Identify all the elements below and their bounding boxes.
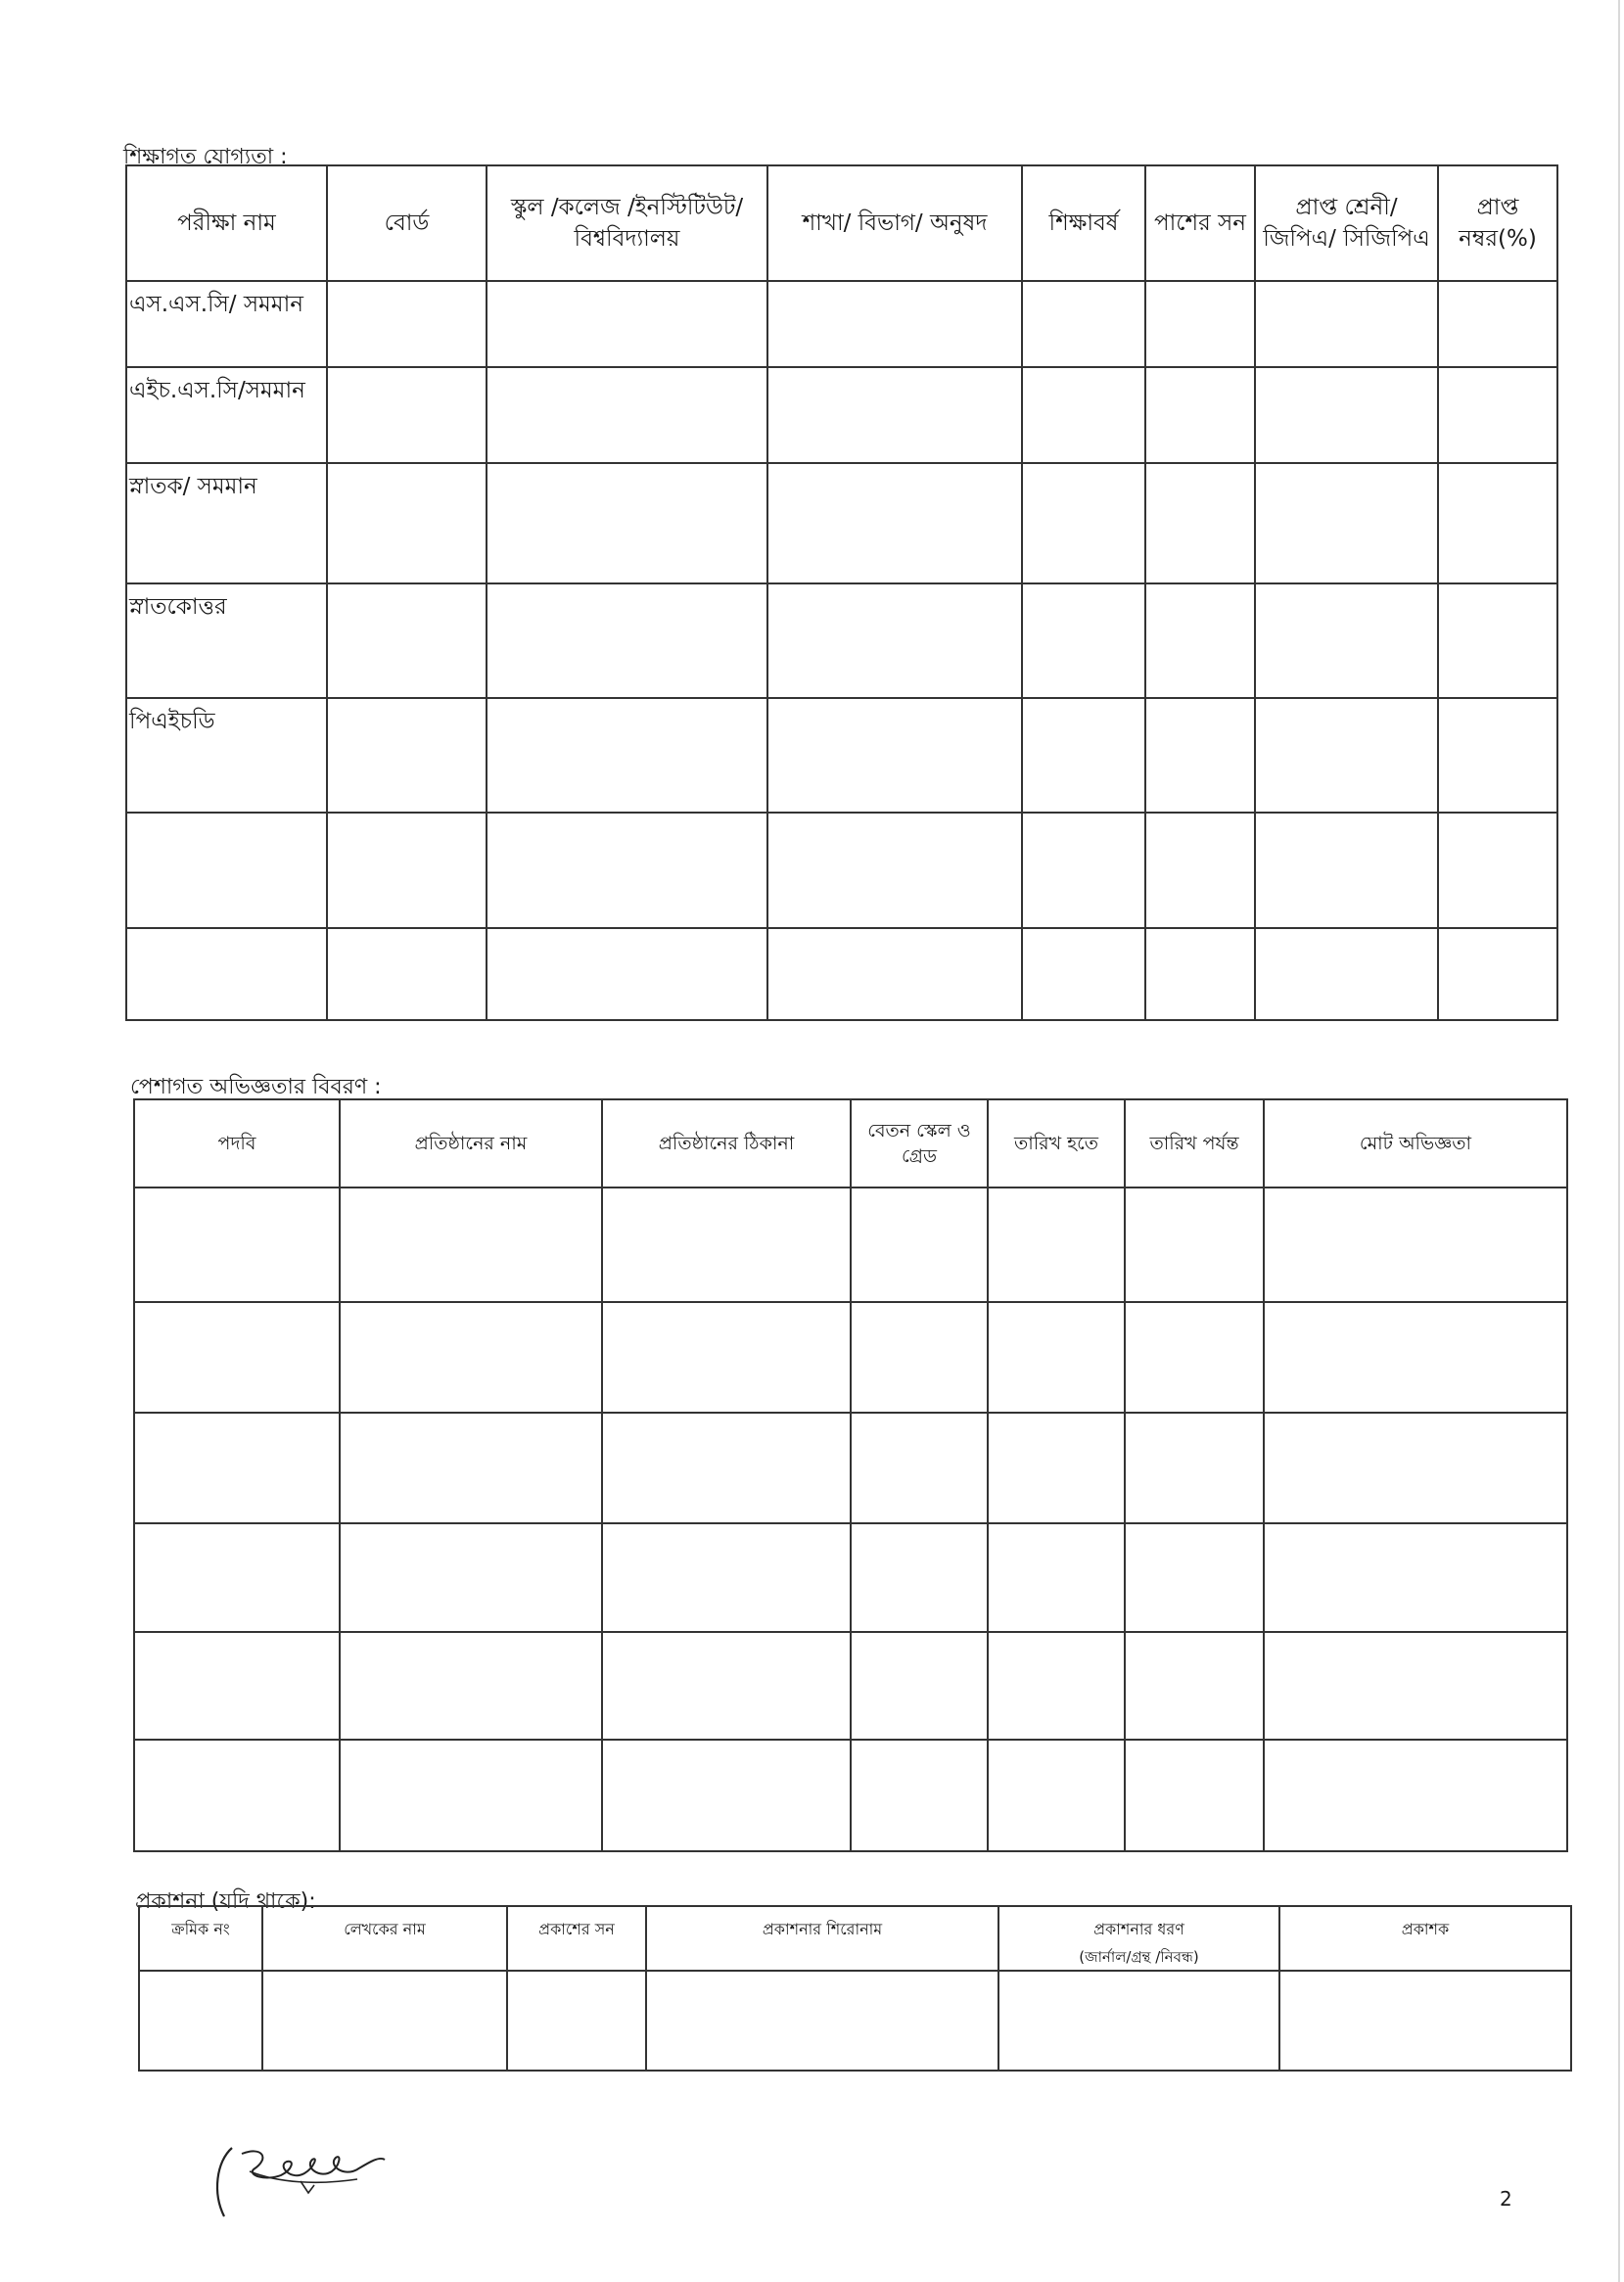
education-cell[interactable]: [1145, 813, 1255, 928]
education-cell[interactable]: [1255, 928, 1438, 1020]
experience-cell[interactable]: [988, 1302, 1125, 1413]
education-table: [125, 164, 1558, 1021]
education-row-label: স্নাতক/ সমমান: [126, 463, 327, 583]
education-cell[interactable]: [767, 698, 1022, 813]
education-row-label: [126, 813, 327, 928]
experience-cell[interactable]: [134, 1188, 340, 1302]
education-row-label: পিএইচডি: [126, 698, 327, 813]
experience-cell[interactable]: [988, 1632, 1125, 1740]
publications-header: প্রকাশক: [1279, 1906, 1571, 1971]
education-cell[interactable]: [1255, 367, 1438, 463]
publication-type-label: প্রকাশনার ধরণ: [1093, 1920, 1184, 1938]
publications-header: ক্রমিক নং: [139, 1906, 262, 1971]
experience-cell[interactable]: [602, 1302, 851, 1413]
experience-header: তারিখ হতে: [988, 1099, 1125, 1188]
education-cell[interactable]: [327, 463, 487, 583]
experience-cell[interactable]: [988, 1523, 1125, 1632]
experience-cell[interactable]: [340, 1188, 602, 1302]
table-row: [134, 1740, 1567, 1851]
publications-header-row: [139, 1906, 1571, 1971]
table-row: [134, 1302, 1567, 1413]
education-cell[interactable]: [1438, 928, 1557, 1020]
experience-cell[interactable]: [851, 1302, 988, 1413]
experience-section-title: পেশাগত অভিজ্ঞতার বিবরণ :: [130, 1075, 382, 1099]
page-number: 2: [1500, 2187, 1512, 2211]
experience-cell[interactable]: [851, 1523, 988, 1632]
experience-cell[interactable]: [1264, 1188, 1567, 1302]
education-cell[interactable]: [327, 281, 487, 367]
publication-cell[interactable]: [998, 1971, 1279, 2071]
education-header: শাখা/ বিভাগ/ অনুষদ: [767, 165, 1022, 281]
experience-cell[interactable]: [1264, 1413, 1567, 1523]
education-cell[interactable]: [487, 928, 767, 1020]
publication-type-subheader: (জার্নাল/গ্রন্থ /নিবন্ধ): [1079, 1948, 1199, 1966]
table-row: [126, 463, 1557, 583]
education-cell[interactable]: [1145, 928, 1255, 1020]
experience-header: বেতন স্কেল ও গ্রেড: [851, 1099, 988, 1188]
education-header: পাশের সন: [1145, 165, 1255, 281]
education-cell[interactable]: [1022, 583, 1145, 698]
experience-cell[interactable]: [134, 1632, 340, 1740]
experience-cell[interactable]: [340, 1523, 602, 1632]
table-row: [126, 583, 1557, 698]
experience-header: মোট অভিজ্ঞতা: [1264, 1099, 1567, 1188]
education-cell[interactable]: [327, 698, 487, 813]
experience-cell[interactable]: [851, 1188, 988, 1302]
education-cell[interactable]: [487, 698, 767, 813]
experience-cell[interactable]: [1264, 1740, 1567, 1851]
experience-header: প্রতিষ্ঠানের নাম: [340, 1099, 602, 1188]
experience-cell[interactable]: [988, 1413, 1125, 1523]
education-cell[interactable]: [1145, 463, 1255, 583]
experience-table: [133, 1098, 1568, 1852]
signature-image: [210, 2136, 396, 2224]
education-row-label: স্নাতকোত্তর: [126, 583, 327, 698]
education-cell[interactable]: [1255, 583, 1438, 698]
publications-header: প্রকাশনার শিরোনাম: [646, 1906, 998, 1971]
experience-cell[interactable]: [988, 1740, 1125, 1851]
experience-cell[interactable]: [134, 1302, 340, 1413]
education-cell[interactable]: [1022, 813, 1145, 928]
experience-cell[interactable]: [851, 1632, 988, 1740]
education-cell[interactable]: [1438, 463, 1557, 583]
education-cell[interactable]: [327, 583, 487, 698]
publication-cell[interactable]: [646, 1971, 998, 2071]
experience-cell[interactable]: [340, 1302, 602, 1413]
experience-cell[interactable]: [1125, 1523, 1264, 1632]
experience-cell[interactable]: [851, 1740, 988, 1851]
education-row-label: এস.এস.সি/ সমমান: [126, 281, 327, 367]
education-cell[interactable]: [1438, 367, 1557, 463]
experience-header: তারিখ পর্যন্ত: [1125, 1099, 1264, 1188]
publications-header: লেখকের নাম: [262, 1906, 507, 1971]
experience-cell[interactable]: [1125, 1413, 1264, 1523]
education-cell[interactable]: [1022, 698, 1145, 813]
education-cell[interactable]: [767, 281, 1022, 367]
education-cell[interactable]: [1022, 928, 1145, 1020]
experience-cell[interactable]: [602, 1413, 851, 1523]
publications-header: প্রকাশের সন: [507, 1906, 646, 1971]
table-row: [126, 928, 1557, 1020]
table-row: [134, 1632, 1567, 1740]
experience-cell[interactable]: [988, 1188, 1125, 1302]
table-row: [134, 1413, 1567, 1523]
education-cell[interactable]: [767, 367, 1022, 463]
experience-cell[interactable]: [134, 1523, 340, 1632]
education-header: প্রাপ্ত শ্রেনী/ জিপিএ/ সিজিপিএ: [1255, 165, 1438, 281]
education-row-label: এইচ.এস.সি/সমমান: [126, 367, 327, 463]
table-row: [134, 1188, 1567, 1302]
education-cell[interactable]: [1438, 281, 1557, 367]
table-row: [126, 698, 1557, 813]
table-row: [134, 1523, 1567, 1632]
experience-cell[interactable]: [1264, 1302, 1567, 1413]
table-row: [139, 1971, 1571, 2071]
experience-cell[interactable]: [340, 1740, 602, 1851]
publications-table: [138, 1905, 1572, 2072]
education-header: স্কুল /কলেজ /ইনস্টিটিউট/ বিশ্ববিদ্যালয়: [487, 165, 767, 281]
education-cell[interactable]: [487, 281, 767, 367]
education-cell[interactable]: [767, 813, 1022, 928]
table-row: [126, 813, 1557, 928]
education-cell[interactable]: [1022, 463, 1145, 583]
education-cell[interactable]: [1255, 698, 1438, 813]
experience-header: পদবি: [134, 1099, 340, 1188]
education-cell[interactable]: [487, 463, 767, 583]
education-section-title: শিক্ষাগত যোগ্যতা :: [123, 145, 288, 169]
experience-cell[interactable]: [1125, 1740, 1264, 1851]
education-cell[interactable]: [1145, 698, 1255, 813]
education-cell[interactable]: [327, 367, 487, 463]
experience-cell[interactable]: [1125, 1632, 1264, 1740]
experience-cell[interactable]: [602, 1632, 851, 1740]
education-cell[interactable]: [767, 583, 1022, 698]
experience-cell[interactable]: [134, 1740, 340, 1851]
experience-cell[interactable]: [602, 1523, 851, 1632]
experience-cell[interactable]: [851, 1413, 988, 1523]
education-cell[interactable]: [1438, 583, 1557, 698]
page-edge: [1618, 0, 1620, 2282]
education-cell[interactable]: [767, 928, 1022, 1020]
education-header: পরীক্ষা নাম: [126, 165, 327, 281]
education-header: বোর্ড: [327, 165, 487, 281]
publication-cell[interactable]: [1279, 1971, 1571, 2071]
education-cell[interactable]: [1255, 463, 1438, 583]
publication-cell[interactable]: [507, 1971, 646, 2071]
experience-cell[interactable]: [340, 1632, 602, 1740]
table-row: [126, 367, 1557, 463]
education-cell[interactable]: [327, 813, 487, 928]
education-header: প্রাপ্ত নম্বর(%): [1438, 165, 1557, 281]
experience-cell[interactable]: [602, 1740, 851, 1851]
education-cell[interactable]: [487, 813, 767, 928]
education-cell[interactable]: [487, 367, 767, 463]
education-cell[interactable]: [1255, 813, 1438, 928]
experience-cell[interactable]: [134, 1413, 340, 1523]
education-cell[interactable]: [1145, 367, 1255, 463]
experience-cell[interactable]: [1264, 1523, 1567, 1632]
education-cell[interactable]: [767, 463, 1022, 583]
education-cell[interactable]: [1145, 583, 1255, 698]
experience-header: প্রতিষ্ঠানের ঠিকানা: [602, 1099, 851, 1188]
publications-header: [998, 1906, 1279, 1971]
experience-header-row: [134, 1099, 1567, 1188]
education-cell[interactable]: [1022, 367, 1145, 463]
publications-section-title: প্রকাশনা (যদি থাকে):: [135, 1889, 316, 1914]
education-header: শিক্ষাবর্ষ: [1022, 165, 1145, 281]
publication-cell[interactable]: [262, 1971, 507, 2071]
education-header-row: [126, 165, 1557, 281]
education-cell[interactable]: [1255, 281, 1438, 367]
education-cell[interactable]: [1438, 813, 1557, 928]
experience-cell[interactable]: [1125, 1188, 1264, 1302]
experience-cell[interactable]: [340, 1413, 602, 1523]
education-cell[interactable]: [1145, 281, 1255, 367]
experience-cell[interactable]: [1264, 1632, 1567, 1740]
education-cell[interactable]: [487, 583, 767, 698]
experience-cell[interactable]: [1125, 1302, 1264, 1413]
publication-cell[interactable]: [139, 1971, 262, 2071]
experience-cell[interactable]: [602, 1188, 851, 1302]
education-row-label: [126, 928, 327, 1020]
table-row: [126, 281, 1557, 367]
education-cell[interactable]: [1438, 698, 1557, 813]
education-cell[interactable]: [327, 928, 487, 1020]
education-cell[interactable]: [1022, 281, 1145, 367]
